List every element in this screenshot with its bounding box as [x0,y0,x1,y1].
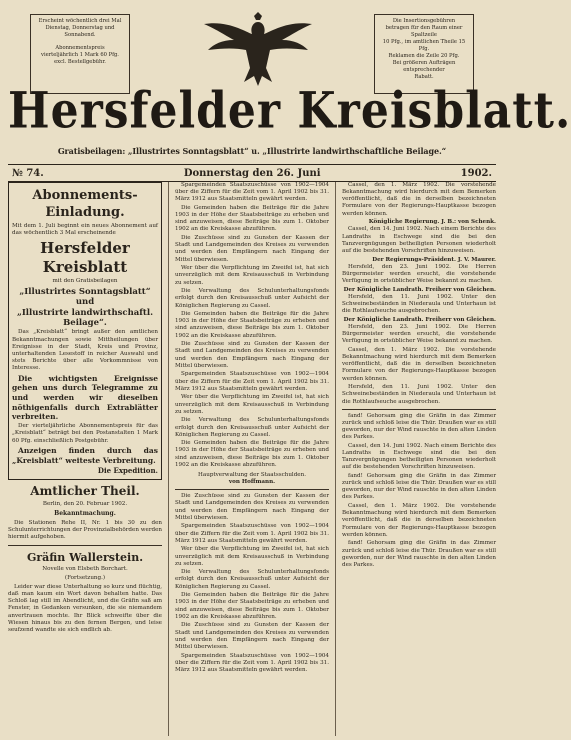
column-rule [168,182,169,736]
signature: Der Regierungs-Präsident. J. V. Maurer. [372,256,496,263]
ad-supplement-2: „Illustrirte landwirthschaftl. Beilage“. [16,307,154,329]
paragraph: Die Zuschüsse sind zu Gunsten der Kassen der Stadt und Landgemeinden des Kreises zu verwenden und werden den Empfängern nach Eingang der Mittel überwiesen. [175,493,329,521]
paragraph: fand! Gehorsam ging die Gräfin in das Zimmer zurück und schloß leise die Thür. Draußen war es still geworden, nur der Wind rauschte in den alten Linden des Parkes. [342,412,496,441]
paragraph: fand! Gehorsam ging die Gräfin in das Zimmer zurück und schloß leise die Thür. Draußen war es still geworden, nur der Wind rauschte in den alten Linden des Parkes. [342,472,496,501]
box-right-line: Rabatt. [414,74,434,81]
eagle-emblem-icon [198,10,318,90]
paragraph: Cassel, den 1. März 1902. Die vorstehende Bekanntmachung wird hierdurch mit dem Bemerken veröffentlicht, daß die in derselben bezeichneten Formulare von der Regierungs-Hauptkasse bezogen werden können. [342,346,496,382]
paragraph: Cassel, den 1. März 1902. Die vorstehende Bekanntmachung wird hierdurch mit dem Bemerken veröffentlicht, daß die in derselben bezeichneten Formulare von der Regierungs-Hauptkasse bezogen werden können. [342,182,496,217]
divider [342,409,496,410]
subscription-advertisement [8,182,162,480]
paragraph: Die Zuschüsse sind zu Gunsten der Kassen der Stadt und Landgemeinden des Kreises zu verwenden und werden den Empfängern nach Eingang der Mittel überwiesen. [175,235,329,263]
paragraph: Wer über die Verpflichtung im Zweifel ist, hat sich unverzüglich mit dem Kreisausschuß in Verbindung zu setzen. [175,394,329,415]
paragraph: Cassel, den 14. Juni 1902. Nach einem Berichte des Landraths in Eschwege sind die bei den Tanzvergnügungen betheiligten Personen wiederholt auf die bestehenden Vorschriften hinzuweisen. [342,226,496,254]
signature-name: von Hoffmann. [228,479,276,486]
issue-number: № 74. [12,167,44,179]
ad-anzeigen: Anzeigen finden durch das „Kreisblatt“ weiteste Verbreitung. [12,446,158,465]
story-continuation: (Fortsetzung.) [64,574,106,581]
paragraph: Die Gemeinden haben die Beiträge für die Jahre 1903 in der Höhe der Staatsbeiträge zu erheben und sind anzuweisen, diese Beiträge bis zum 1. Oktober 1902 an die Kreiskasse abzuführen. [175,592,329,620]
paragraph: fand! Gehorsam ging die Gräfin in das Zimmer zurück und schloß leise die Thür. Draußen war es still geworden, nur der Wind rauschte in den alten Linden des Parkes. [342,540,496,568]
divider [175,489,329,490]
box-left-line: Abonnementspreis [55,45,105,52]
box-right-line: Bei größeren Aufträgen entsprechender [392,60,456,74]
column-left [8,182,162,736]
paragraph: Hersfeld, den 23. Juni 1902. Die Herren Bürgermeister werden ersucht, die vorstehende Verfügung in ortsüblicher Weise bekannt zu machen. [342,323,496,345]
paragraph: Die Zuschüsse sind zu Gunsten der Kassen der Stadt und Landgemeinden des Kreises zu verwenden und werden den Empfängern nach Eingang der Mittel überwiesen. [175,622,329,650]
ad-signature: Die Expedition. [97,465,158,475]
ad-paper-name: Hersfelder Kreisblatt [40,239,130,277]
paragraph: Die Gemeinden haben die Beiträge für die Jahre 1903 in der Höhe der Staatsbeiträge zu erheben und sind anzuweisen, diese Beiträge bis zum 1. Oktober 1902 an die Kreiskasse abzuführen. [175,311,329,339]
paragraph: Hersfeld, den 11. Juni 1902. Unter den Schweinebeständen in Niederaula und Unterhaun ist die Rothlaufseuche ausgebrochen. [342,293,496,315]
paragraph: Spargemeinden Staatszuschüsse von 1902—1904 über die Ziffern für die Zeit vom 1. April 1902 bis 31. März 1912 aus Staatsmitteln gewährt werden. [175,652,329,673]
paragraph: Die Zuschüsse sind zu Gunsten der Kassen der Stadt und Landgemeinden des Kreises zu verwenden und werden den Empfängern nach Eingang der Mittel überwiesen. [175,341,329,369]
box-left-line: Dienstag, Donnerstag und Sonnabend. [45,25,115,39]
paragraph: Cassel, den 14. Juni 1902. Nach einem Berichte des Landraths in Eschwege sind die bei den Tanzvergnügungen betheiligten Personen wiederholt auf die bestehenden Vorschriften hinzuweisen. [342,442,496,471]
box-right-line: betragen für den Raum einer Spaltzeile [385,25,463,39]
box-left-line: Erscheint wöchentlich drei Mal [38,18,122,24]
signature: Königliche Regierung. J. B.: von Schenk. [368,219,496,226]
paragraph: Spargemeinden Staatszuschüsse von 1902—1904 über die Ziffern für die Zeit vom 1. April 1902 bis 31. März 1912 aus Staatsmitteln gewährt werden. [175,182,329,203]
paragraph: Cassel, den 1. März 1902. Die vorstehende Bekanntmachung wird hierdurch mit dem Bemerken veröffentlicht, daß die in derselben bezeichneten Formulare von der Regierungs-Hauptkasse bezogen werden können. [342,503,496,538]
box-right-line: 10 Pfg., im amtlichen Theile 15 Pfg. [382,39,466,53]
newspaper-title: Hersfelder Kreisblatt. [8,82,571,141]
paragraph: Die Verwaltung des Schulunterhaltungsfonds erfolgt durch den Kreisausschuß unter Aufsicht der Königlichen Regierung zu Cassel. [175,288,329,309]
story-title: Gräfin Wallerstein. [26,550,144,564]
paragraph: Hersfeld, den 23. Juni 1902. Die Herren Bürgermeister werden ersucht, die vorstehende Verfügung in ortsüblicher Weise bekannt zu machen. [342,263,496,285]
dateline [8,164,496,182]
ad-news: Die wichtigsten Ereignisse gehen uns durch Telegramme zu und werden wir dieselben nöthigenfalls durch Extrablätter verbreiten. [12,373,158,422]
body-columns [8,182,496,736]
masthead [8,4,571,179]
box-left-line: excl. Bestellgebühr. [54,59,106,66]
divider [8,545,162,546]
ad-price: Der vierteljährliche Abonnementspreis für das „Kreisblatt“ beträgt bei den Postanstalten 1 Mark 60 Pfg. einschließlich Postgebühr. [12,423,158,444]
issue-year: 1902. [460,167,492,179]
official-section-title: Amtlicher Theil. [30,483,140,498]
ad-heading: Abonnements-Einladung. [32,188,138,220]
column-middle [175,182,329,736]
paragraph: Spargemeinden Staatszuschüsse von 1902—1904 über die Ziffern für die Zeit vom 1. April 1902 bis 31. März 1912 aus Staatsmitteln gewährt werden. [175,371,329,392]
paragraph: Wer über die Verpflichtung im Zweifel ist, hat sich unverzüglich mit dem Kreisausschuß in Verbindung zu setzen. [175,546,329,567]
column-rule [335,182,336,736]
supplements-line: Gratisbeilagen: „Illustrirtes Sonntagsblatt“ u. „Illustrirte landwirthschaftliche Beilage.“ [57,146,447,156]
box-right-line: Die Insertionsgebühren [392,18,456,24]
paragraph: Wer über die Verpflichtung im Zweifel ist, hat sich unverzüglich mit dem Kreisausschuß in Verbindung zu setzen. [175,265,329,286]
official-body: Die Stationen Rehe II, Nr. 1 bis 30 zu den Schulunterrichtungen der Provinzialbehörden werden hiermit aufgehoben. [8,520,162,541]
official-heading: Bekanntmachung. [54,510,116,518]
ad-supplement-1: „Illustrirtes Sonntagsblatt“ und [19,286,151,307]
ad-intro: Mit dem 1. Juli beginnt ein neues Abonnement auf das wöchentlich 3 Mal erscheinende [12,223,158,237]
box-left-line: vierteljährlich 1 Mark 60 Pfg. [41,52,119,59]
ad-with: mit den Gratisbeilagen [52,278,118,285]
paragraph: Die Verwaltung des Schulunterhaltungsfonds erfolgt durch den Kreisausschuß unter Aufsicht der Königlichen Regierung zu Cassel. [175,569,329,590]
paragraph: Die Gemeinden haben die Beiträge für die Jahre 1903 in der Höhe der Staatsbeiträge zu erheben und sind anzuweisen, diese Beiträge bis zum 1. Oktober 1902 an die Kreiskasse abzuführen. [175,440,329,468]
signature: Der Königliche Landrath. Freiherr von Gleichen. [343,316,496,323]
issue-date: Donnerstag den 26. Juni [183,167,321,179]
column-right [342,182,496,736]
signature: Hauptverwaltung der Staatsschulden. [198,471,306,478]
story-author: Novelle von Elsbeth Borchart. [42,565,128,572]
paragraph: Die Gemeinden haben die Beiträge für die Jahre 1903 in der Höhe der Staatsbeiträge zu erheben und sind anzuweisen, diese Beiträge bis zum 1. Oktober 1902 an die Kreiskasse abzuführen. [175,204,329,233]
box-right-line: Reklamen die Zeile 20 Pfg. [388,53,460,60]
paragraph: Hersfeld, den 11. Juni 1902. Unter den Schweinebeständen in Niederaula und Unterhaun ist die Rothlaufseuche ausgebrochen. [342,384,496,405]
signature: Der Königliche Landrath. Freiherr von Gleichen. [343,286,496,293]
ad-body: Das „Kreisblatt“ bringt außer den amtlichen Bekanntmachungen sowie Mittheilungen über Ereignisse in der Stadt, Kreis und Provinz, unterhaltenden Lesestoff in reicher Auswahl und stets Berichte über alle Vorkommnisse von Interesse. [12,329,158,372]
story-body: Leider war diese Unterhaltung so kurz und flüchtig, daß man kaum ein Wort davon behalten hatte. Das Schloß lag still im Abendlicht, und die Gräfin saß am Fenster, in Gedanken versunken, die sie niemandem anvertrauen mochte. Ihr Blick schweifte über die Wiesen hinaus bis zu den fernen Bergen, und leise seufzend wandte sie sich endlich ab. [8,583,162,633]
official-date: Berlin, den 20. Februar 1902. [42,501,128,508]
paragraph: Spargemeinden Staatszuschüsse von 1902—1904 über die Ziffern für die Zeit vom 1. April 1902 bis 31. März 1912 aus Staatsmitteln gewährt werden. [175,523,329,544]
paragraph: Die Verwaltung des Schulunterhaltungsfonds erfolgt durch den Kreisausschuß unter Aufsicht der Königlichen Regierung zu Cassel. [175,417,329,438]
